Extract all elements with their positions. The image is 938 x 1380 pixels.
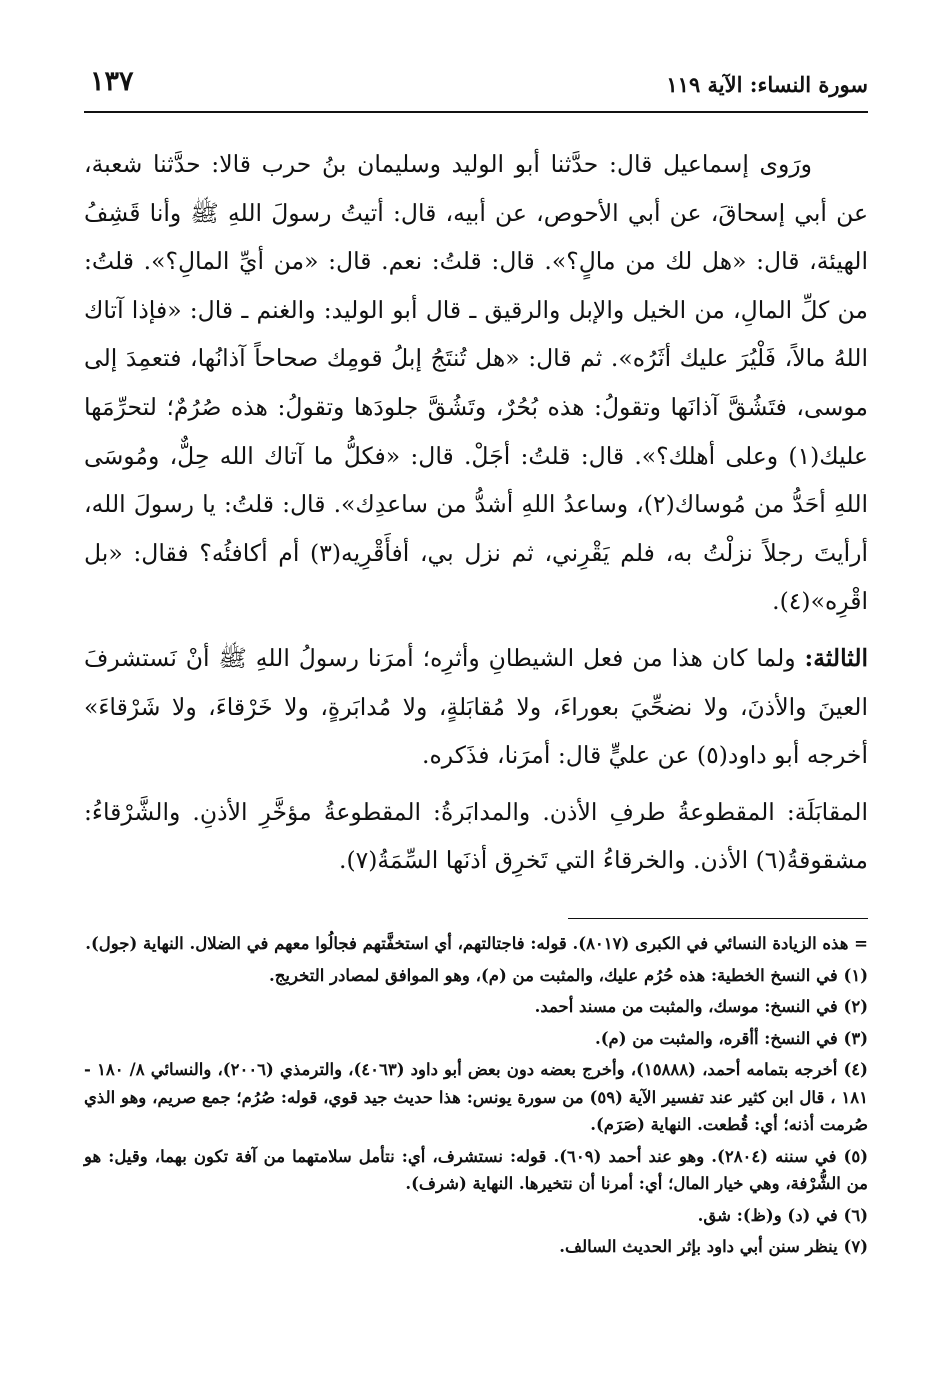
header-rule [84, 111, 868, 113]
paragraph-third [84, 634, 868, 780]
footnote: (٢) في النسخ: موسك، والمثبت من مسند أحمد. [534, 997, 868, 1016]
paragraph-hadith: ورَوى إسماعيل قال: حدَّثنا أبو الوليد وسليمان بنُ حرب قالا: حدَّثنا شعبة، عن أبي إسحاقَ، عن أبي الأحوص، عن أبيه، قال: أتيتُ رسولَ اللهِ ﷺ وأنا قَشِفُ الهيئة، قال: «هل لك من مالٍ؟». قال: قلتُ: نعم. قال: «من أيِّ المالِ؟». قلتُ: من كلِّ المالِ، من الخيل والإبل والرقيق ـ قال أبو الوليد: والغنم ـ قال: «فإذا آتاك اللهُ مالاً، فَلْيُرَ عليك أثَرُه». ثم قال: «هل تُنتَجُ إبلُ قومِك صحاحاً آذانُها، فتعمِدَ إلى موسى، فتَشُقَّ آذانَها وتقولُ: هذه بُحُرٌ، وتَشُقَّ جلودَها وتقولُ: هذه صُرُمٌ؛ لتحرِّمَها عليك(١) وعلى أهلك؟». قال: قلتُ: أجَلْ. قال: «فكلُّ ما آتاك الله حِلٌّ، ومُوسَى اللهِ أحَدُّ من مُوساك(٢)، وساعدُ اللهِ أشدُّ من ساعدِك». قال: قلتُ: يا رسولَ الله، أرأيتَ رجلاً نزلْتُ به، فلم يَقْرِني، ثم نزل بي، أفأَقْرِيه(٣) أم أكافئُه؟ فقال: «بل اقْرِه»(٤). [84, 150, 869, 616]
footnote: (٥) في سننه (٢٨٠٤). وهو عند أحمد (٦٠٩). قوله: نستشرف، أي: نتأمل سلامتهما من آفة تكون بهما، وقيل: هو من الشُّرْفة، وهي خيار المال؛ أي: أمرنا أن نتخيرها. النهاية (شرف). [84, 1146, 869, 1193]
footnote: (٣) في النسخ: أأقره، والمثبت من (م). [594, 1028, 868, 1048]
paragraph-third-text: ولما كان هذا من فعل الشيطانِ وأثرِه؛ أمرَنا رسولُ اللهِ ﷺ أنْ نَستشرفَ العينَ والأذنَ، ولا نضحِّيَ بعوراءَ، ولا مُقابَلةٍ، ولا مُدابَرةٍ، ولا خَرْقاءَ، ولا شَرْقاءَ» أخرجه أبو داود(٥) عن عليٍّ قال: أمرَنا، فذَكره. [84, 643, 868, 770]
running-title: سورة النساء: الآية ١١٩ [666, 72, 868, 97]
page-header [84, 66, 868, 106]
section-label: الثالثة: [804, 643, 869, 672]
footnote: = هذه الزيادة النسائي في الكبرى (٨٠١٧). قوله: فاجتالتهم، أي استخفَّتهم فجالُوا معهم في الضلال. النهاية (جول). [85, 934, 868, 953]
footnote-rule [568, 918, 868, 919]
paragraph-definitions: المقابَلَة: المقطوعةُ طرفِ الأذن. والمدابَرةُ: المقطوعةُ مؤخَّرِ الأذنِ. والشَّرْقاءُ: مشقوقةُ(٦) الأذن. والخرقاءُ التي تَخرِق أذنَها السِّمَةُ(٧). [84, 797, 868, 875]
footnote: (٤) أخرجه بتمامه أحمد، (١٥٨٨٨)، وأخرج بعضه دون بعض أبو داود (٤٠٦٣)، والترمذي (٢٠٠٦)، والنسائي ٨/ ١٨٠ - ١٨١ ، قال ابن كثير عند تفسير الآية (٥٩) من سورة يونس: هذا حديث جيد قوي، قوله: صُرُم؛ جمع صريم، وهو الذي صُرمت أذنه؛ أي: قُطعت. النهاية (صَرَم). [84, 1060, 868, 1134]
footnotes [84, 930, 868, 1265]
main-text [84, 140, 868, 885]
page-number: ١٣٧ [90, 66, 134, 97]
footnote: (١) في النسخ الخطية: هذه حُرُم عليك، والمثبت من (م)، وهو الموافق لمصادر التخريج. [268, 965, 868, 985]
footnote: (٧) ينظر سنن أبي داود بإثر الحديث السالف. [559, 1237, 868, 1256]
footnote: (٦) في (د) و(ظ): شق. [697, 1205, 868, 1225]
